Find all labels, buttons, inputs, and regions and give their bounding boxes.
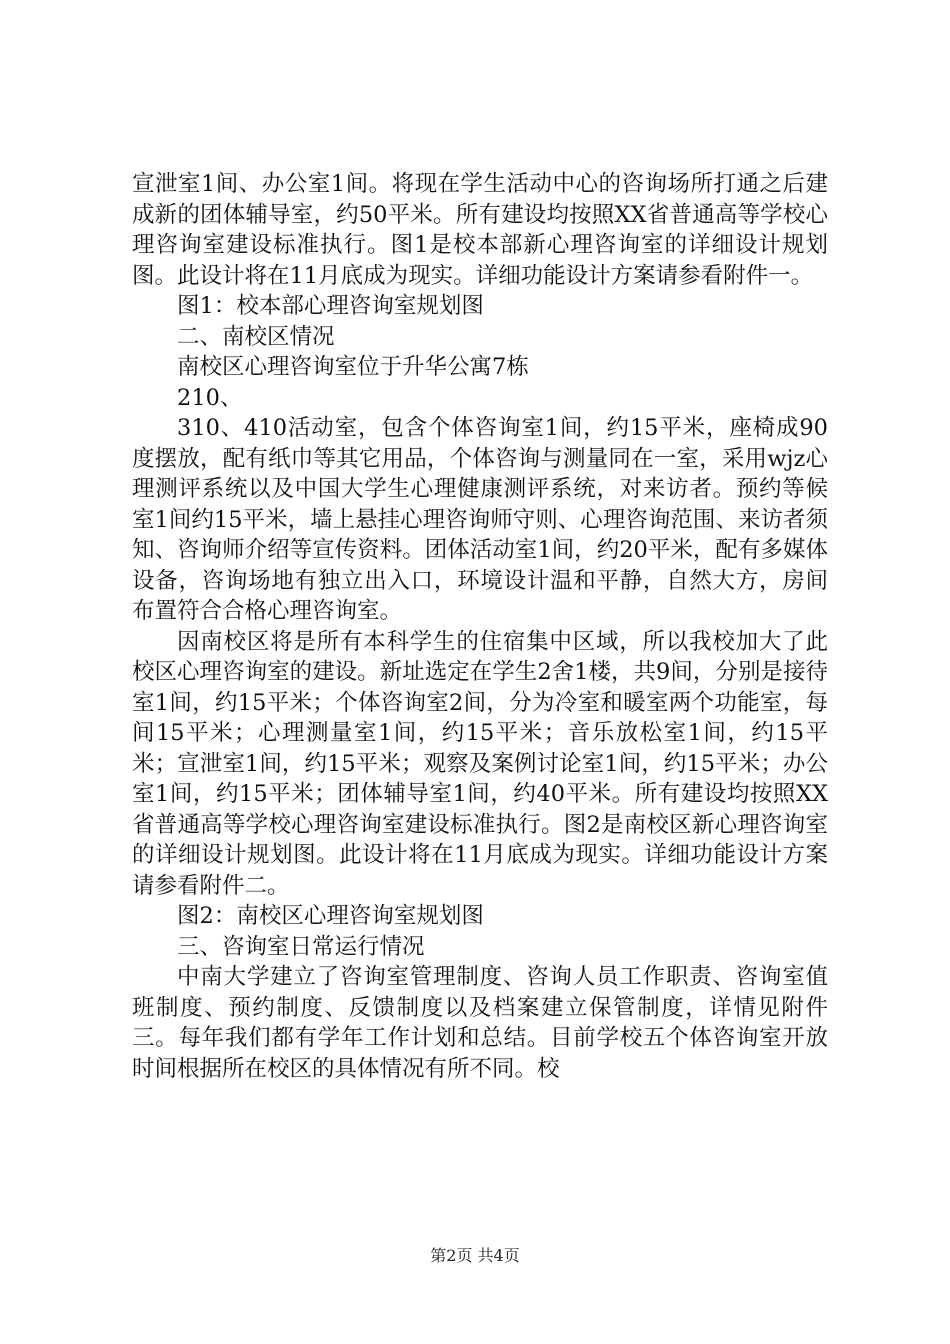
paragraph-room-210: 210、 bbox=[177, 384, 243, 411]
page-footer: 第2页 共4页 bbox=[430, 1246, 520, 1265]
section-heading-south-campus: 二、南校区情况 bbox=[177, 323, 335, 350]
paragraph-activity-rooms: 310、410活动室，包含个体咨询室1间，约15平米，座椅成90度摆放，配有纸巾等其它用品，个体咨询与测量同在一室，采用wjz心理测评系统以及中国大学生心理健康测评系统，对来访者。预约等候室1间约15平米，墙上悬挂心理咨询师守则、心理咨询范围、来访者须知、咨询师介绍等宣传资料。团体活动室1间，约20平米，配有多媒体设备，咨询场地有独立出入口，环境设计温和平静，自然大方，房间布置符合合格心理咨询室。 bbox=[132, 415, 828, 624]
document-body bbox=[132, 169, 828, 1084]
figure-2-caption: 图2：南校区心理咨询室规划图 bbox=[177, 903, 484, 929]
paragraph-construction-summary: 宣泄室1间、办公室1间。将现在学生活动中心的咨询场所打通之后建成新的团体辅导室，约50平米。所有建设均按照XX省普通高等学校心理咨询室建设标准执行。图1是校本部新心理咨询室的详细设计规划图。此设计将在11月底成为现实。详细功能设计方案请参看附件一。 bbox=[132, 171, 828, 289]
paragraph-south-campus-location: 南校区心理咨询室位于升华公寓7栋 bbox=[177, 354, 529, 380]
paragraph-management-system: 中南大学建立了咨询室管理制度、咨询人员工作职责、咨询室值班制度、预约制度、反馈制度以及档案建立保管制度，详情见附件三。每年我们都有学年工作计划和总结。目前学校五个体咨询室开放时间根据所在校区的具体情况有所不同。校 bbox=[132, 964, 828, 1082]
section-heading-daily-operation: 三、咨询室日常运行情况 bbox=[177, 933, 425, 960]
figure-1-caption: 图1：校本部心理咨询室规划图 bbox=[177, 293, 484, 319]
paragraph-new-site: 因南校区将是所有本科学生的住宿集中区域，所以我校加大了此校区心理咨询室的建设。新址选定在学生2舍1楼，共9间，分别是接待室1间，约15平米；个体咨询室2间，分为冷室和暖室两个功能室，每间15平米；心理测量室1间，约15平米；音乐放松室1间，约15平米；宣泄室1间，约15平米；观察及案例讨论室1间，约15平米；办公室1间，约15平米；团体辅导室1间，约40平米。所有建设均按照XX省普通高等学校心理咨询室建设标准执行。图2是南校区新心理咨询室的详细设计规划图。此设计将在11月底成为现实。详细功能设计方案请参看附件二。 bbox=[132, 628, 828, 899]
